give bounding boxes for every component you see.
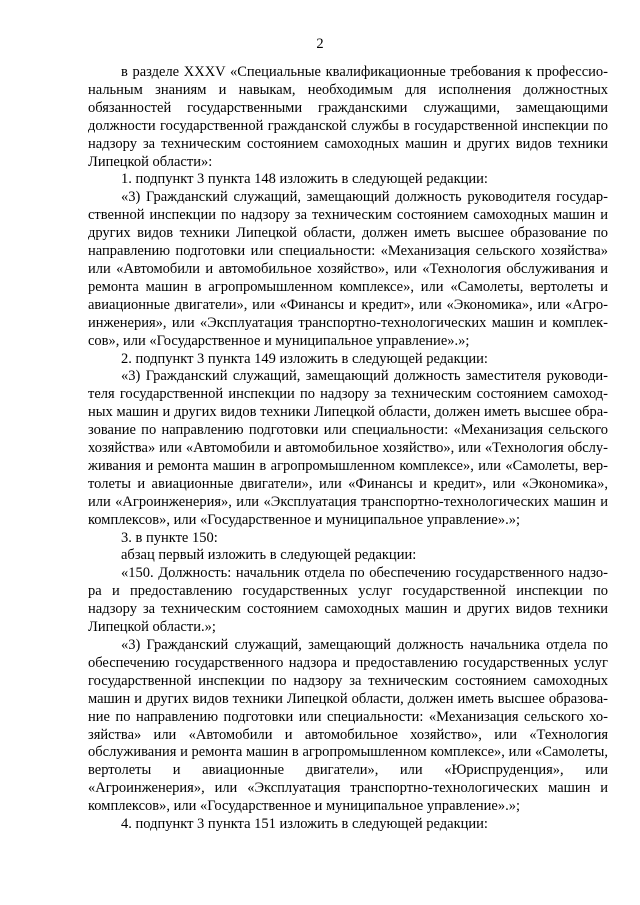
item-1-heading: 1. подпункт 3 пункта 148 изложить в следующей редакции: bbox=[121, 171, 488, 188]
item-3-heading: 3. в пункте 150: bbox=[121, 529, 218, 546]
intro-paragraph: в разделе XXXV «Специальные квалификационные требования к профессиональным знаниям и навыкам, необходимым для исполнения должностных обязанностей государственными гражданскими служащими, замещающими должности государственной гражданской службы в государственной инспекции по надзору за техническим состоянием самоходных машин и других видов техники Липецкой области»: bbox=[88, 64, 608, 170]
item-3-text-subpoint: «3) Гражданский служащий, замещающий должность начальника отдела по обеспечению государственного надзора и предоставлению государственных услуг государственной инспекции по надзору за техническим состоянием самоходных машин и других видов техники Липецкой области, должен иметь высшее образование по направлению подготовки или специальности: «Механизация сельского хозяйства» или «Автомобили и автомобильное хозяйство», или «Технология обслуживания и ремонта машин в агропромышленном комплексе», или «Самолеты, вертолеты и авиационные двигатели», или «Юриспруденция», или «Агроинженерия», или «Эксплуатация транспортно-технологических машин и комплексов», или «Государственное и муниципальное управление».»; bbox=[88, 637, 608, 815]
item-3-subheading: абзац первый изложить в следующей редакции: bbox=[121, 547, 417, 564]
item-2-text: «3) Гражданский служащий, замещающий должность заместителя руководителя государственной инспекции по надзору за техническим состоянием самоходных машин и других видов техники Липецкой области, должен иметь высшее образование по направлению подготовки или специальности: «Механизация сельского хозяйства» или «Автомобили и автомобильное хозяйство», или «Технология обслуживания и ремонта машин в агропромышленном комплексе», или «Самолеты, вертолеты и авиационные двигатели», или «Финансы и кредит», или «Экономика», или «Агроинженерия», или «Эксплуатация транспортно-технологических машин и комплексов», или «Государственное и муниципальное управление».»; bbox=[88, 368, 608, 528]
page-number: 2 bbox=[316, 36, 324, 52]
item-4-heading: 4. подпункт 3 пункта 151 изложить в следующей редакции: bbox=[121, 816, 488, 833]
document-body bbox=[88, 64, 608, 834]
item-1-text: «3) Гражданский служащий, замещающий должность руководителя государственной инспекции по надзору за техническим состоянием самоходных машин и других видов техники Липецкой области, должен иметь высшее образование по направлению подготовки или специальности: «Механизация сельского хозяйства» или «Автомобили и автомобильное хозяйство», или «Технология обслуживания и ремонта машин в агропромышленном комплексе», или «Самолеты, вертолеты и авиационные двигатели», или «Финансы и кредит», или «Экономика», или «Агроинженерия», или «Эксплуатация транспортно-технологических машин и комплексов», или «Государственное и муниципальное управление».»; bbox=[88, 189, 608, 349]
item-3-text-150: «150. Должность: начальник отдела по обеспечению государственного надзора и предоставлению государственных услуг государственной инспекции по надзору за техническим состоянием самоходных машин и других видов техники Липецкой области.»; bbox=[88, 565, 608, 636]
item-2-heading: 2. подпункт 3 пункта 149 изложить в следующей редакции: bbox=[121, 350, 488, 367]
